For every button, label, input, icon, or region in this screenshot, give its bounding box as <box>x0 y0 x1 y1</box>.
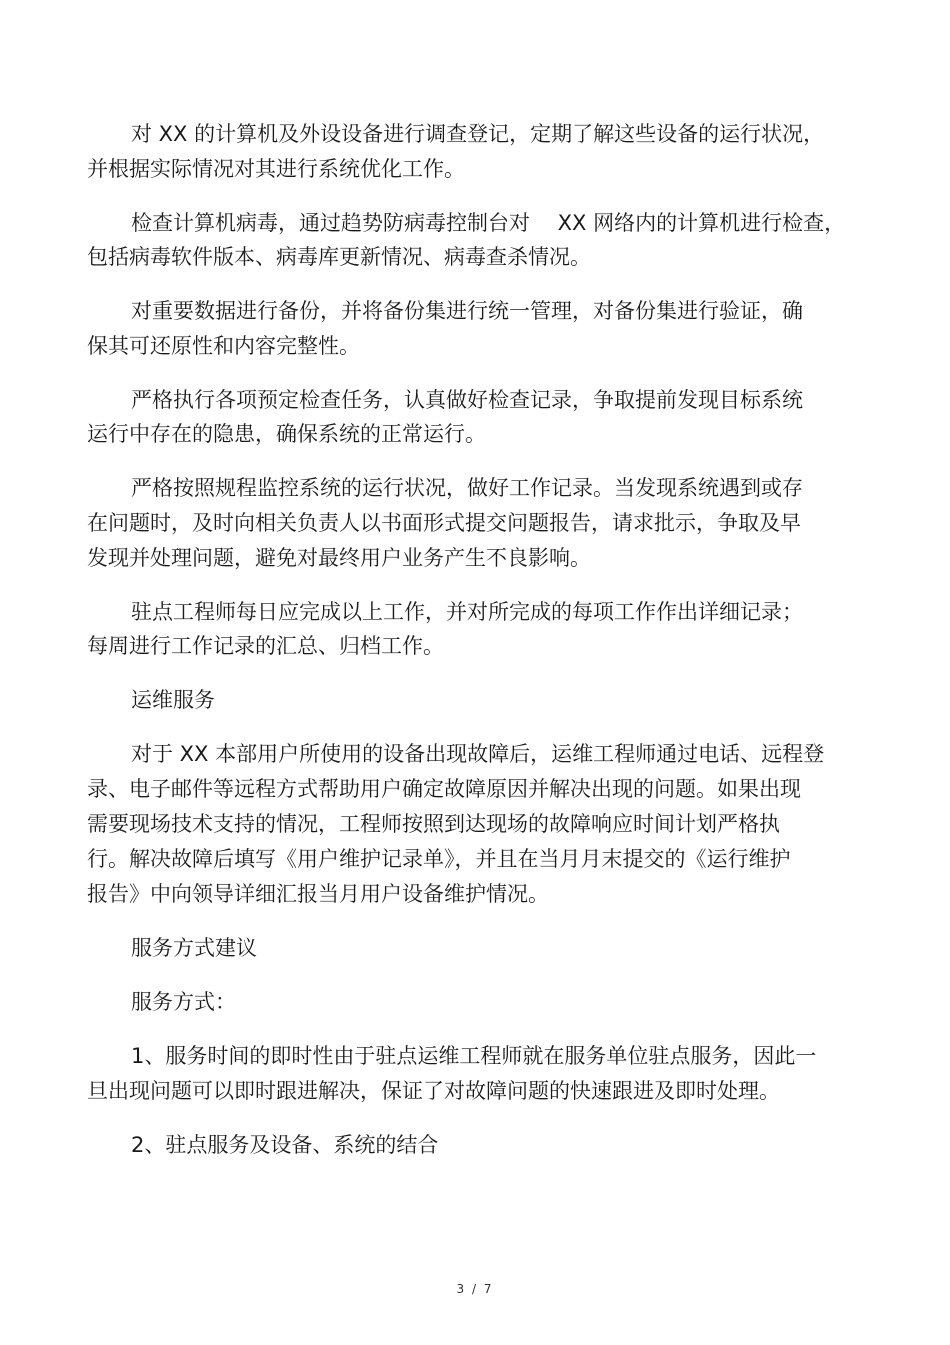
page-number: 3 / 7 <box>456 1282 494 1296</box>
section-heading: 服务方式： <box>131 990 236 1014</box>
text-line: 每周进行工作记录的汇总、归档工作。 <box>87 634 444 658</box>
text-line: 严格按照规程监控系统的运行状况，做好工作记录。当发现系统遇到或存 <box>131 476 803 500</box>
text-line: 发现并处理问题，避免对最终用户业务产生不良影响。 <box>87 546 591 570</box>
text-line: 保其可还原性和内容完整性。 <box>87 334 360 358</box>
text-line: 录、电子邮件等远程方式帮助用户确定故障原因并解决出现的问题。如果出现 <box>87 777 801 801</box>
text-line: 严格执行各项预定检查任务，认真做好检查记录，争取提前发现目标系统 <box>131 388 803 412</box>
text-line: 对于 XX 本部用户所使用的设备出现故障后，运维工程师通过电话、远程登 <box>131 742 825 766</box>
text-line: 行。解决故障后填写《用户维护记录单》，并且在当月月末提交的《运行维护 <box>87 847 791 871</box>
text-line: 在问题时，及时向相关负责人以书面形式提交问题报告，请求批示，争取及早 <box>87 511 801 535</box>
text-line: 对 XX 的计算机及外设设备进行调查登记，定期了解这些设备的运行状况， <box>131 122 825 146</box>
text-line: 检查计算机病毒，通过趋势防病毒控制台对 XX 网络内的计算机进行检查， <box>131 211 846 235</box>
text-line: 需要现场技术支持的情况，工程师按照到达现场的故障响应时间计划严格执 <box>87 812 780 836</box>
text-line: 驻点工程师每日应完成以上工作，并对所完成的每项工作作出详细记录； <box>131 600 803 624</box>
text-line: 包括病毒软件版本、病毒库更新情况、病毒查杀情况。 <box>87 245 591 269</box>
text-line: 2、驻点服务及设备、系统的结合 <box>131 1133 439 1157</box>
text-line: 1、服务时间的即时性由于驻点运维工程师就在服务单位驻点服务，因此一 <box>131 1044 817 1068</box>
text-line: 旦出现问题可以即时跟进解决，保证了对故障问题的快速跟进及即时处理。 <box>87 1079 780 1103</box>
section-heading: 运维服务 <box>131 688 215 712</box>
section-heading: 服务方式建议 <box>131 936 257 960</box>
text-line: 运行中存在的隐患，确保系统的正常运行。 <box>87 422 486 446</box>
text-line: 并根据实际情况对其进行系统优化工作。 <box>87 157 465 181</box>
text-line: 对重要数据进行备份，并将备份集进行统一管理，对备份集进行验证，确 <box>131 299 803 323</box>
text-line: 报告》中向领导详细汇报当月用户设备维护情况。 <box>87 882 549 906</box>
